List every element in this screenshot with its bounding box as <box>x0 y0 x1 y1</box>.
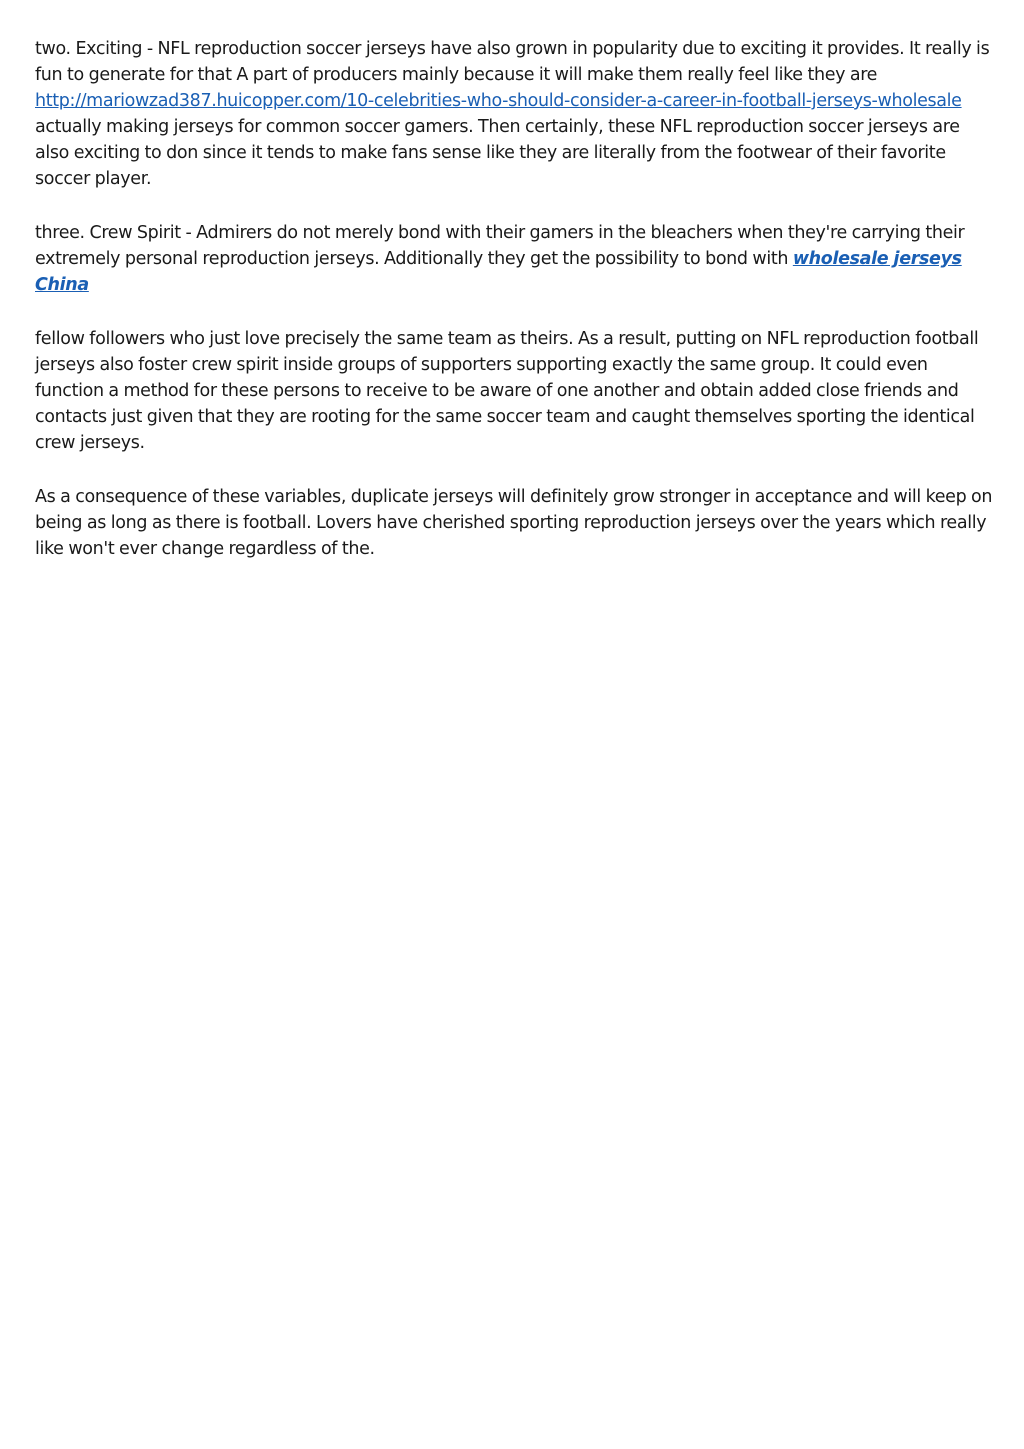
paragraph-exciting-text-start: two. Exciting - NFL reproduction soccer jerseys have also grown in popularity due to exciting it provides. It really is fun to generate for that A part of producers mainly because it will make them really feel like they are <box>35 39 990 85</box>
paragraph-crew-spirit-text: three. Crew Spirit - Admirers do not merely bond with their gamers in the bleachers when they're carrying their extremely personal reproduction jerseys. Additionally they get the possibility to bond with <box>35 223 965 269</box>
paragraph-exciting <box>35 36 995 192</box>
mariowzad-article-link[interactable]: http://mariowzad387.huicopper.com/10-celebrities-who-should-consider-a-career-in-football-jerseys-wholesale <box>35 91 962 111</box>
paragraph-crew-spirit <box>35 220 995 298</box>
paragraph-consequence: As a consequence of these variables, duplicate jerseys will definitely grow stronger in acceptance and will keep on being as long as there is football. Lovers have cherished sporting reproduction jerseys over the years which really like won't ever change regardless of the. <box>35 487 993 559</box>
paragraph-exciting-text-end: actually making jerseys for common soccer gamers. Then certainly, these NFL reproduction soccer jerseys are also exciting to don since it tends to make fans sense like they are literally from the footwear of their favorite soccer player. <box>35 117 960 189</box>
document-page <box>35 36 995 590</box>
paragraph-fellow-followers: fellow followers who just love precisely the same team as theirs. As a result, putting on NFL reproduction football jerseys also foster crew spirit inside groups of supporters supporting exactly the same group. It could even function a method for these persons to receive to be aware of one another and obtain added close friends and contacts just given that they are rooting for the same soccer team and caught themselves sporting the identical crew jerseys. <box>35 329 979 453</box>
wholesale-jerseys-china-link[interactable]: wholesale jerseys China <box>35 249 962 295</box>
